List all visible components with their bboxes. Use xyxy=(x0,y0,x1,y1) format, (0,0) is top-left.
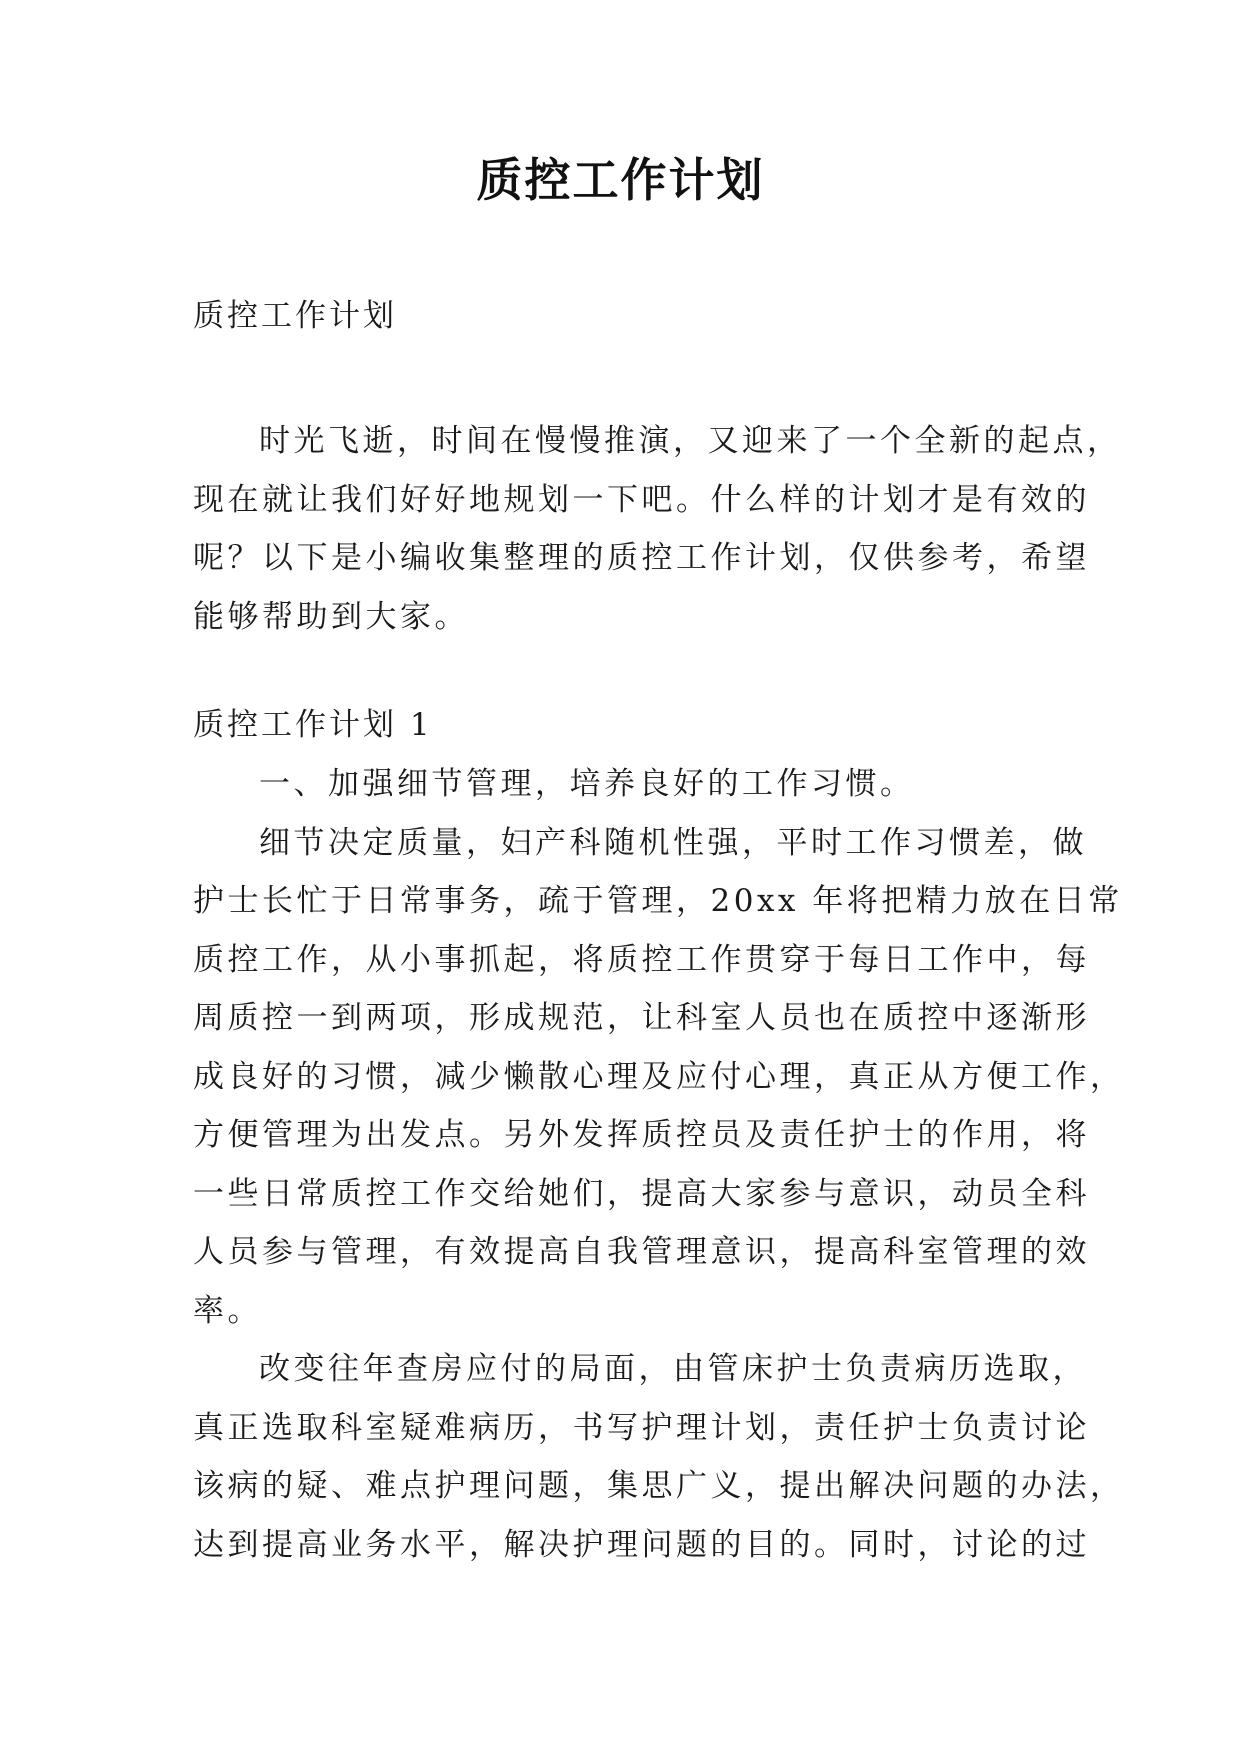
section-body xyxy=(193,755,1125,1574)
paragraph-1-line: 率。 xyxy=(193,1292,262,1329)
paragraph-2-line: 改变往年查房应付的局面，由管床护士负责病历选取， xyxy=(259,1351,1087,1387)
paragraph-1-line: 细节决定质量，妇产科随机性强，平时工作习惯差，做 xyxy=(259,824,1087,861)
document-subtitle: 质控工作计划 xyxy=(193,298,397,334)
paragraph-2-line: 达到提高业务水平，解决护理问题的目的。同时，讨论的过 xyxy=(193,1526,1090,1563)
paragraph-1-line: 护士长忙于日常事务，疏于管理，20xx 年将把精力放在日常 xyxy=(193,883,1123,919)
intro-line: 呢？以下是小编收集整理的质控工作计划，仅供参考，希望 xyxy=(193,540,1090,576)
paragraph-1-line: 质控工作，从小事抓起，将质控工作贯穿于每日工作中，每 xyxy=(193,941,1090,978)
section-title: 质控工作计划 1 xyxy=(193,707,433,743)
paragraph-1-line: 方便管理为出发点。另外发挥质控员及责任护士的作用，将 xyxy=(193,1117,1090,1153)
intro-line: 现在就让我们好好地规划一下吧。什么样的计划才是有效的 xyxy=(193,481,1090,518)
paragraph-2-line: 真正选取科室疑难病历，书写护理计划，责任护士负责讨论 xyxy=(193,1409,1090,1446)
paragraph-2-line: 该病的疑、难点护理问题，集思广义，提出解决问题的办法， xyxy=(193,1468,1125,1504)
paragraph-1-line: 成良好的习惯，减少懒散心理及应付心理，真正从方便工作， xyxy=(193,1058,1125,1095)
paragraph-1-line: 周质控一到两项，形成规范，让科室人员也在质控中逐渐形 xyxy=(193,1000,1090,1036)
intro-line: 时光飞逝，时间在慢慢推演，又迎来了一个全新的起点， xyxy=(259,423,1122,459)
paragraph-1-line: 一些日常质控工作交给她们，提高大家参与意识，动员全科 xyxy=(193,1175,1090,1212)
paragraph-1-line: 人员参与管理，有效提高自我管理意识，提高科室管理的效 xyxy=(193,1234,1090,1270)
document-title: 质控工作计划 xyxy=(476,153,765,207)
intro-line: 能够帮助到大家。 xyxy=(193,598,469,635)
heading-1: 一、加强细节管理，培养良好的工作习惯。 xyxy=(259,766,915,802)
intro-paragraph xyxy=(193,412,1122,646)
